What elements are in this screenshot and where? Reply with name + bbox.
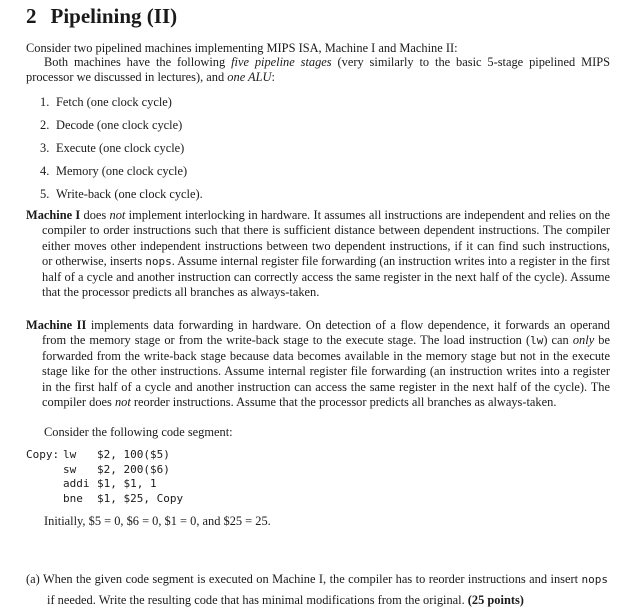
intro-text-c: : — [271, 70, 275, 85]
stage-index: 5. — [40, 187, 50, 201]
stage-index: 4. — [40, 164, 50, 178]
stage-text: Decode (one clock cycle) — [56, 118, 183, 132]
stage-item — [40, 141, 203, 164]
code-opcode: lw — [63, 448, 77, 461]
stage-item — [40, 164, 203, 187]
stage-index: 1. — [40, 95, 50, 109]
stage-item — [40, 187, 203, 210]
machine-one-emphasis: not — [109, 208, 126, 222]
intro-paragraph — [26, 55, 610, 86]
stage-text: Execute (one clock cycle) — [56, 141, 185, 155]
question-label: (a) — [26, 572, 40, 586]
stage-text: Write-back (one clock cycle). — [56, 187, 203, 201]
stage-text: Memory (one clock cycle) — [56, 164, 188, 178]
section-title: Pipelining (II) — [50, 4, 178, 28]
code-operands: $2, 200($6) — [97, 462, 170, 476]
section-heading — [26, 4, 177, 29]
code-label: Copy: — [26, 448, 60, 461]
intro-emphasis-stages: five pipeline stages — [231, 55, 332, 69]
machine-two-code-lw: lw — [530, 334, 544, 348]
machine-two-name: Machine II — [26, 318, 87, 332]
machine-one-description — [26, 208, 610, 300]
question-a — [26, 569, 608, 610]
code-operands: $1, $1, 1 — [97, 477, 157, 491]
code-operands: $2, 100($5) — [97, 448, 170, 461]
machine-one-code-nops: nops — [145, 255, 172, 269]
question-points: (25 points) — [467, 593, 524, 607]
code-line — [26, 477, 183, 492]
machine-two-text-b: ) can — [543, 333, 573, 348]
stage-item — [40, 118, 203, 141]
intro-text-a: Both machines have the following — [44, 55, 232, 69]
code-opcode: addi — [63, 477, 90, 491]
question-text-b: if needed. Write the resulting code that has minimal modifications from the original. — [47, 593, 468, 607]
intro-emphasis-alu: one ALU — [227, 70, 272, 85]
code-segment — [26, 448, 183, 506]
code-opcode: bne — [63, 491, 83, 505]
machine-two-text-a: implements data forwarding in hardware. On detection of a flow dependence, it forwards an operand from the memory stage or from the write-back stage to the execute stage. The load instruction ( — [42, 318, 610, 348]
machine-one-text-a: does — [80, 208, 110, 222]
machine-two-emphasis-only: only — [572, 333, 595, 348]
code-line — [26, 492, 183, 507]
stage-item — [40, 95, 203, 118]
stage-text: Fetch (one clock cycle) — [56, 95, 172, 109]
machine-two-emphasis-not: not — [114, 395, 131, 410]
intro-line: Consider two pipelined machines implementing MIPS ISA, Machine I and Machine II: — [26, 41, 458, 55]
machine-two-text-d: reorder instructions. Assume that the processor predicts all branches as always-taken. — [130, 395, 557, 410]
code-line — [26, 448, 183, 463]
code-intro: Consider the following code segment: — [44, 425, 233, 439]
stage-index: 3. — [40, 141, 50, 155]
code-opcode: sw — [63, 462, 77, 476]
initial-values: Initially, $5 = 0, $6 = 0, $1 = 0, and $25 = 25. — [44, 514, 271, 528]
question-text-a: When the given code segment is executed on Machine I, the compiler has to reorder instructions and insert — [39, 572, 582, 586]
stage-list — [40, 95, 203, 210]
code-label — [26, 463, 63, 478]
machine-one-name: Machine I — [26, 208, 81, 222]
machine-two-description — [26, 318, 610, 410]
section-number: 2 — [26, 4, 37, 28]
code-label — [26, 492, 63, 507]
code-operands: $1, $25, Copy — [97, 491, 184, 505]
machine-one-text-b: implement interlocking in hardware. It assumes all instructions are independent and relies on the compiler to order instructions such that there is sufficient distance between dependent instructions. The compiler either moves other independent instructions between two dependent instructions, if it can find such instructions, or otherwise, inserts — [42, 208, 610, 269]
code-line — [26, 463, 183, 478]
code-label — [26, 477, 63, 492]
machine-two-text-c: be forwarded from the write-back stage because data becomes available in the memory stage but not in the execute stage like for the other instructions. Assume internal register file forwarding (an instruction writes into a register in the first half of a cycle and another instruction can access the same register in the next half of the cycle). The compiler does — [42, 333, 610, 410]
intro-text-b: (very similarly to the basic 5-stage pipelined MIPS processor we discussed in lectures), and — [26, 55, 610, 85]
machine-one-text-c: . Assume internal register file forwarding (an instruction writes into a register in the first half of a cycle and another instruction can correctly access the same register in the next half of the cycle). Assume that the processor predicts all branches as always-taken. — [42, 254, 611, 300]
stage-index: 2. — [40, 118, 50, 132]
question-code-nops: nops — [581, 573, 608, 586]
